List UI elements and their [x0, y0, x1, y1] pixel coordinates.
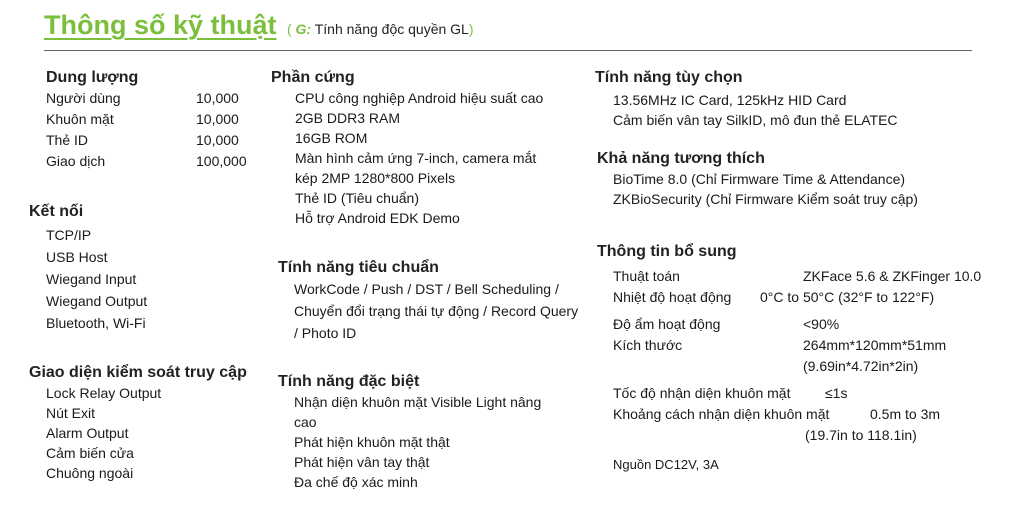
compatibility-list: [613, 169, 977, 209]
spec-row: [613, 404, 992, 425]
list-item: Chuông ngoài: [46, 465, 134, 481]
list-item: Wiegand Output: [46, 293, 148, 309]
section-heading: Tính năng đặc biệt: [278, 373, 420, 390]
list-item: Wiegand Input: [46, 271, 137, 287]
section-heading: Dung lượng: [46, 69, 139, 86]
list-item: TCP/IP: [46, 227, 92, 243]
special-features-section: [278, 372, 583, 492]
list-item: Hỗ trợ Android EDK Demo: [295, 210, 460, 226]
section-heading: Giao diện kiểm soát truy cập: [29, 364, 247, 381]
spec-row: [46, 130, 261, 151]
list-item: CPU công nghiệp Android hiệu suất cao: [295, 90, 544, 106]
spec-value: 10,000: [196, 90, 239, 106]
spec-row: [613, 266, 992, 287]
paren-close: ): [468, 21, 474, 37]
spec-label: Người dùng: [46, 90, 121, 106]
spec-row: [613, 335, 992, 356]
paren-open: (: [286, 21, 292, 37]
section-heading: Kết nối: [29, 203, 84, 220]
gl-exclusive-icon: G:: [295, 21, 312, 37]
additional-info-section: [597, 242, 992, 475]
connectivity-section: [29, 202, 244, 334]
standard-features-text: WorkCode / Push / DST / Bell Scheduling / Chuyển đổi trạng thái tự động / Record Query / Photo ID: [294, 281, 579, 341]
spec-row: [613, 454, 992, 475]
list-item: Nhận diện khuôn mặt Visible Light nâng cao: [294, 394, 542, 430]
section-heading: Tính năng tiêu chuẩn: [278, 259, 439, 276]
list-item: 13.56MHz IC Card, 125kHz HID Card: [613, 92, 847, 108]
spec-row: [46, 109, 261, 130]
header-divider: [44, 50, 972, 51]
spec-value: 10,000: [196, 132, 239, 148]
capacity-section: [46, 68, 261, 172]
list-item: Phát hiện khuôn mặt thật: [294, 434, 450, 450]
list-item: Màn hình cảm ứng 7-inch, camera mắt kép 2MP 1280*800 Pixels: [295, 150, 537, 186]
spec-value: 0°C to 50°C (32°F to 122°F): [760, 289, 935, 305]
spec-row: [46, 88, 261, 109]
spec-value: <90%: [803, 316, 840, 332]
spec-value: 0.5m to 3m: [870, 406, 941, 422]
spec-value: (19.7in to 118.1in): [805, 427, 917, 443]
section-heading: Tính năng tùy chọn: [595, 69, 743, 86]
spec-label: Nhiệt độ hoạt động: [613, 289, 732, 305]
spec-label: Độ ẩm hoạt động: [613, 316, 721, 332]
access-interface-list: [46, 383, 249, 483]
list-item: Phát hiện vân tay thật: [294, 454, 430, 470]
additional-info-rows: [613, 266, 992, 475]
special-features-list: [294, 392, 583, 492]
spec-row: [613, 314, 992, 335]
list-item: Alarm Output: [46, 425, 129, 441]
spec-label: Nguồn DC12V, 3A: [613, 457, 719, 472]
spec-label: Khuôn mặt: [46, 111, 114, 127]
hardware-list: [295, 88, 576, 228]
hardware-section: [271, 68, 576, 228]
spec-label: Khoảng cách nhận diện khuôn mặt: [613, 406, 830, 422]
spec-label: Kích thước: [613, 337, 683, 353]
subtitle-text: Tính năng độc quyền GL: [314, 21, 469, 37]
spec-row-continuation: [613, 356, 992, 377]
spec-value: 10,000: [196, 111, 239, 127]
section-heading: Phần cứng: [271, 69, 355, 86]
page-title: Thông số kỹ thuật: [44, 10, 277, 40]
optional-features-section: [595, 68, 975, 130]
list-item: Lock Relay Output: [46, 385, 162, 401]
list-item: ZKBioSecurity (Chỉ Firmware Kiểm soát truy cập): [613, 191, 918, 207]
list-item: Cảm biến vân tay SilkID, mô đun thẻ ELATEC: [613, 112, 898, 128]
spec-row-continuation: [613, 425, 992, 446]
list-item: 2GB DDR3 RAM: [295, 110, 401, 126]
access-interface-section: [29, 363, 249, 483]
spec-value: 264mm*120mm*51mm: [803, 337, 947, 353]
spec-label: Tốc độ nhận diện khuôn mặt: [613, 385, 791, 401]
spec-value: ≤1s: [825, 385, 848, 401]
standard-features-section: [278, 258, 583, 344]
spec-value: (9.69in*4.72in*2in): [803, 358, 919, 374]
spec-label: Thuật toán: [613, 268, 680, 284]
subtitle: [287, 21, 474, 37]
list-item: Cảm biến cửa: [46, 445, 134, 461]
list-item: Thẻ ID (Tiêu chuẩn): [295, 190, 419, 206]
list-item: Bluetooth, Wi-Fi: [46, 315, 146, 331]
page-title-block: [44, 10, 474, 41]
list-item: Nút Exit: [46, 405, 96, 421]
section-heading: Thông tin bổ sung: [597, 243, 737, 260]
optional-features-list: [613, 90, 975, 130]
connectivity-list: [46, 224, 244, 334]
list-item: USB Host: [46, 249, 108, 265]
compatibility-section: [597, 149, 977, 209]
spec-label: Giao dịch: [46, 153, 106, 169]
list-item: BioTime 8.0 (Chỉ Firmware Time & Attendance): [613, 171, 906, 187]
spec-label: Thẻ ID: [46, 132, 89, 148]
spec-row: [46, 151, 261, 172]
spec-value: ZKFace 5.6 & ZKFinger 10.0: [803, 268, 982, 284]
spec-row: [613, 287, 992, 308]
list-item: Đa chế độ xác minh: [294, 474, 418, 490]
list-item: 16GB ROM: [295, 130, 368, 146]
section-heading: Khả năng tương thích: [597, 150, 765, 167]
spec-row: [613, 383, 992, 404]
spec-value: 100,000: [196, 153, 247, 169]
